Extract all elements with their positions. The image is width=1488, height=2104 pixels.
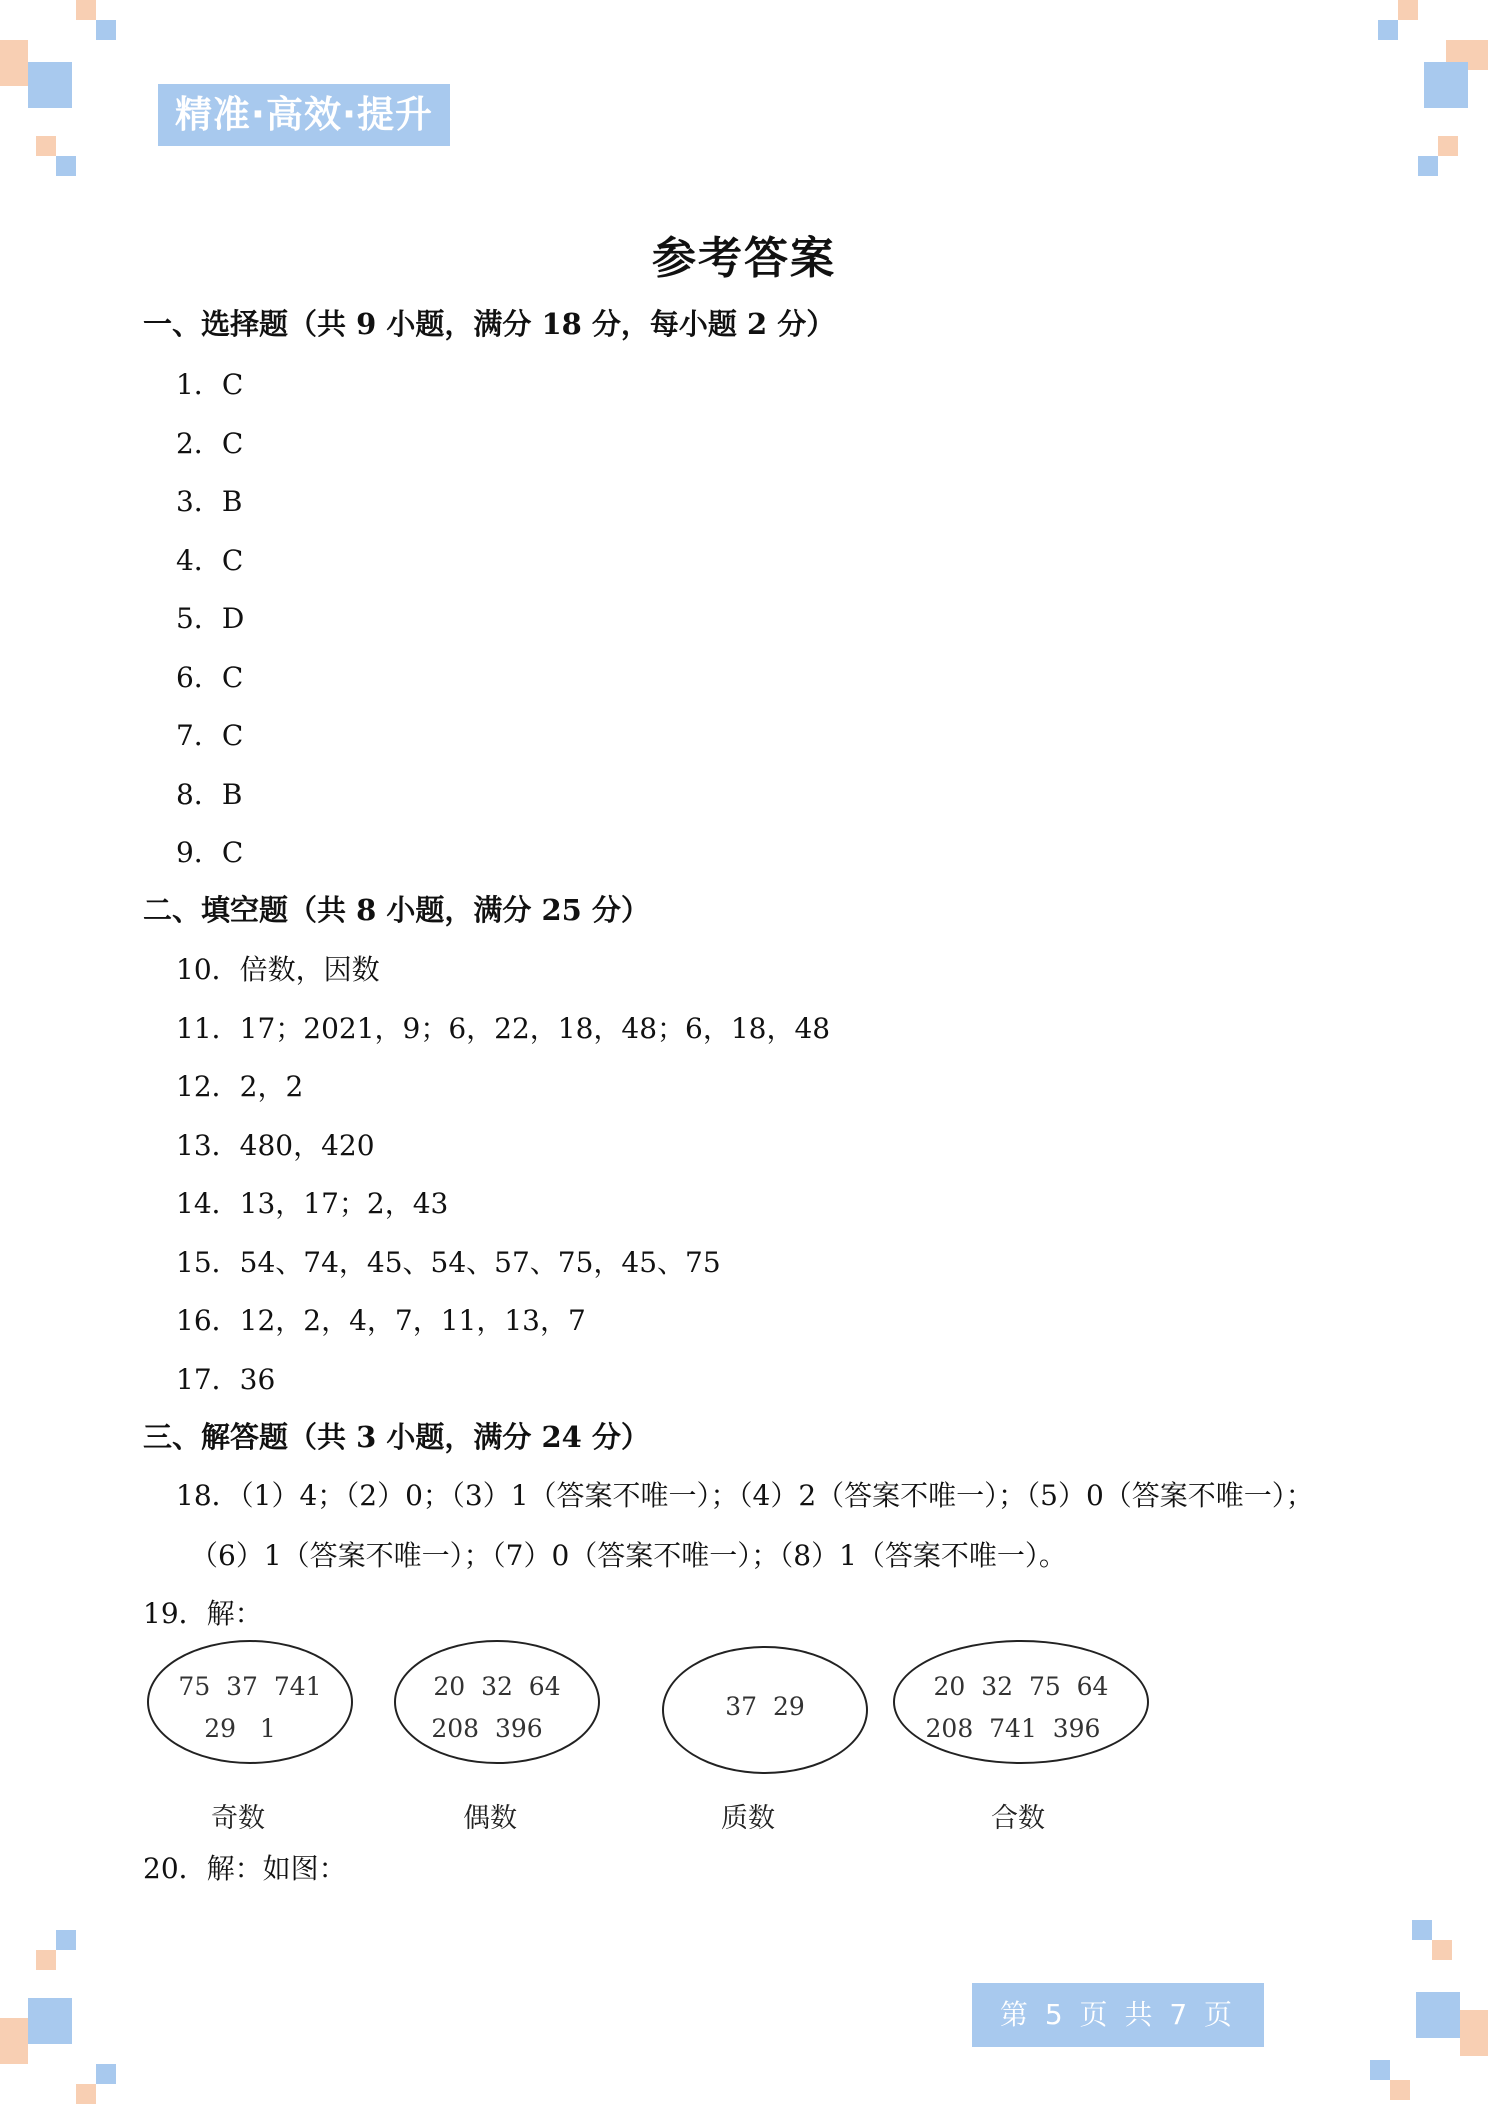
set-numbers-row: 208 741 396 (925, 1714, 1101, 1743)
list-item: 14．13，17；2，43 (176, 1187, 449, 1220)
section-heading-choice: 一、选择题（共 9 小题，满分 18 分，每小题 2 分） (143, 307, 836, 341)
set-ellipse-odd (147, 1640, 353, 1764)
set-numbers-row: 37 29 (725, 1692, 805, 1721)
list-item: 1．C (176, 368, 244, 401)
list-item: 2．C (176, 427, 244, 460)
header-badge: 精准·高效·提升 (158, 84, 450, 146)
set-ellipse-prime (662, 1646, 868, 1774)
q19-label: 19．解： (143, 1597, 263, 1630)
set-numbers-row: 20 32 75 64 (933, 1672, 1109, 1701)
q20-label: 20．解：如图： (143, 1852, 347, 1885)
set-label-odd: 奇数 (211, 1803, 265, 1834)
list-item: 12．2，2 (176, 1070, 304, 1103)
section-heading-fill: 二、填空题（共 8 小题，满分 25 分） (143, 893, 650, 927)
list-item: 8．B (176, 778, 243, 811)
set-ellipse-composite (893, 1640, 1149, 1764)
list-item: 9．C (176, 836, 244, 869)
list-item: 13．480，420 (176, 1129, 375, 1162)
set-numbers-row: 20 32 64 (433, 1672, 561, 1701)
list-item: 15．54、74，45、54、57、75，45、75 (176, 1246, 721, 1279)
q18-line-1: 18．（1）4；（2）0；（3）1（答案不唯一）；（4）2（答案不唯一）；（5）0（答案不唯一）； (176, 1479, 1314, 1512)
list-item: 11．17；2021，9；6，22，18，48；6，18，48 (176, 1012, 831, 1045)
list-item: 10．倍数，因数 (176, 953, 380, 986)
section-heading-solve: 三、解答题（共 3 小题，满分 24 分） (143, 1420, 650, 1454)
list-item: 6．C (176, 661, 244, 694)
page-title: 参考答案 (652, 233, 836, 284)
set-ellipse-even (394, 1640, 600, 1764)
list-item: 4．C (176, 544, 244, 577)
list-item: 17．36 (176, 1363, 276, 1396)
set-numbers-row: 208 396 (431, 1714, 543, 1743)
set-numbers-row: 75 37 741 (178, 1672, 322, 1701)
set-label-composite: 合数 (991, 1803, 1045, 1834)
q18-line-2: （6）1（答案不唯一）；（7）0（答案不唯一）；（8）1（答案不唯一）。 (190, 1539, 1067, 1572)
set-label-even: 偶数 (463, 1803, 517, 1834)
set-numbers-row: 29 1 (204, 1714, 276, 1743)
list-item: 16．12，2，4，7，11，13，7 (176, 1304, 586, 1337)
list-item: 3．B (176, 485, 243, 518)
list-item: 7．C (176, 719, 244, 752)
page-number: 第 5 页 共 7 页 (972, 1983, 1264, 2047)
list-item: 5．D (176, 602, 245, 635)
set-label-prime: 质数 (721, 1803, 775, 1834)
